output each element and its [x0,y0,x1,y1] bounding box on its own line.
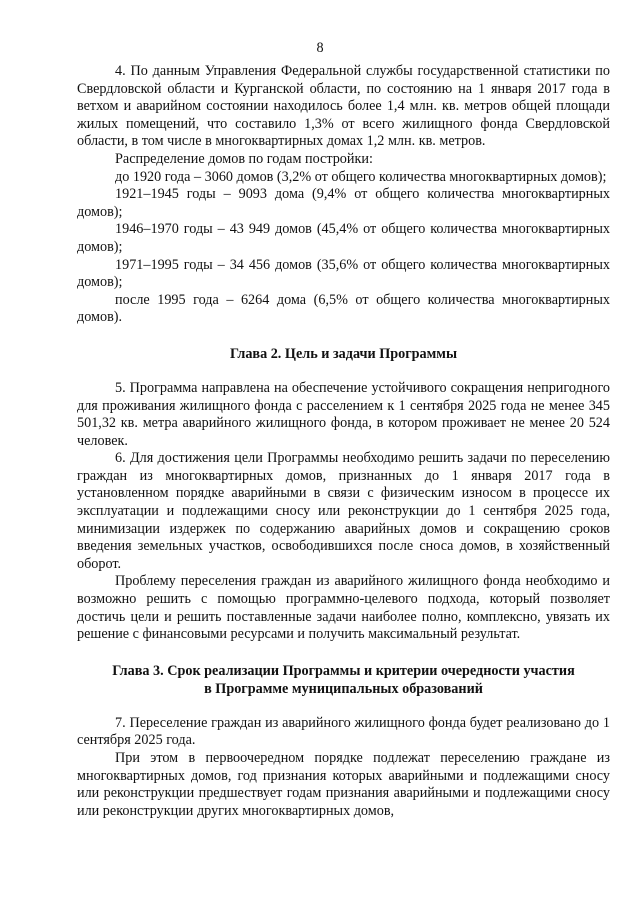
paragraph-6: 6. Для достижения цели Программы необходимо решить задачи по переселению граждан из многоквартирных домов, признанных до 1 января 2017 года в установленном порядке аварийными в связи с физическим износом в процессе их эксплуатации и подлежащими сносу или реконструкции до 1 сентября 2025 года, минимизации издержек по содержанию аварийных домов и сокращению сроков введения земельных участков, освободившихся после сноса домов, в хозяйственный оборот. [77,450,610,572]
paragraph-4: 4. По данным Управления Федеральной службы государственной статистики по Свердловской области и Курганской области, по состоянию на 1 января 2017 года в ветхом и аварийном состоянии находилось более 1,4 млн. кв. метров общей площади жилых помещений, что составило 1,3% от всего жилищного фонда Свердловской области, в том числе в многоквартирных домах 1,2 млн. кв. метров. [77,63,610,150]
chapter-3-heading [77,662,610,698]
chapter-3-heading-line-2: в Программе муниципальных образований [204,680,483,697]
chapter-2-heading: Глава 2. Цель и задачи Программы [229,345,458,362]
paragraph-priority: При этом в первоочередном порядке подлежат переселению граждане из многоквартирных домов, год признания которых аварийными и подлежащими сносу или реконструкции предшествует годам признания аварийными и подлежащими сносу или реконструкции других многоквартирных домов, [77,750,610,819]
paragraph-5: 5. Программа направлена на обеспечение устойчивого сокращения непригодного для проживания жилищного фонда с расселением к 1 сентября 2025 года не менее 345 501,32 кв. метра аварийного жилищного фонда, в котором проживает не менее 20 524 человек. [77,379,610,449]
paragraph-7: 7. Переселение граждан из аварийного жилищного фонда будет реализовано до 1 сентября 2025 года. [77,714,610,749]
list-item-before-1920: до 1920 года – 3060 домов (3,2% от общего количества многоквартирных домов); [115,168,607,185]
paragraph-distribution-intro: Распределение домов по годам постройки: [115,150,373,167]
list-item-after-1995: после 1995 года – 6264 дома (6,5% от общего количества многоквартирных домов). [77,291,610,326]
chapter-3-heading-line-1: Глава 3. Срок реализации Программы и критерии очередности участия [112,662,575,679]
list-item-1971-1995: 1971–1995 годы – 34 456 домов (35,6% от общего количества многоквартирных домов); [77,256,610,291]
document-body [77,63,610,820]
list-item-1946-1970: 1946–1970 годы – 43 949 домов (45,4% от общего количества многоквартирных домов); [77,221,610,255]
page-number: 8 [316,40,324,56]
list-item-1921-1945: 1921–1945 годы – 9093 дома (9,4% от общего количества многоквартирных домов); [77,186,610,220]
paragraph-resettlement-problem: Проблему переселения граждан из аварийного жилищного фонда необходимо и возможно решить с помощью программно-целевого подхода, который позволяет достичь цели и решить поставленные задачи наиболее полно, комплексно, увязать их решение с финансовыми ресурсами и получить максимальный результат. [77,573,610,643]
